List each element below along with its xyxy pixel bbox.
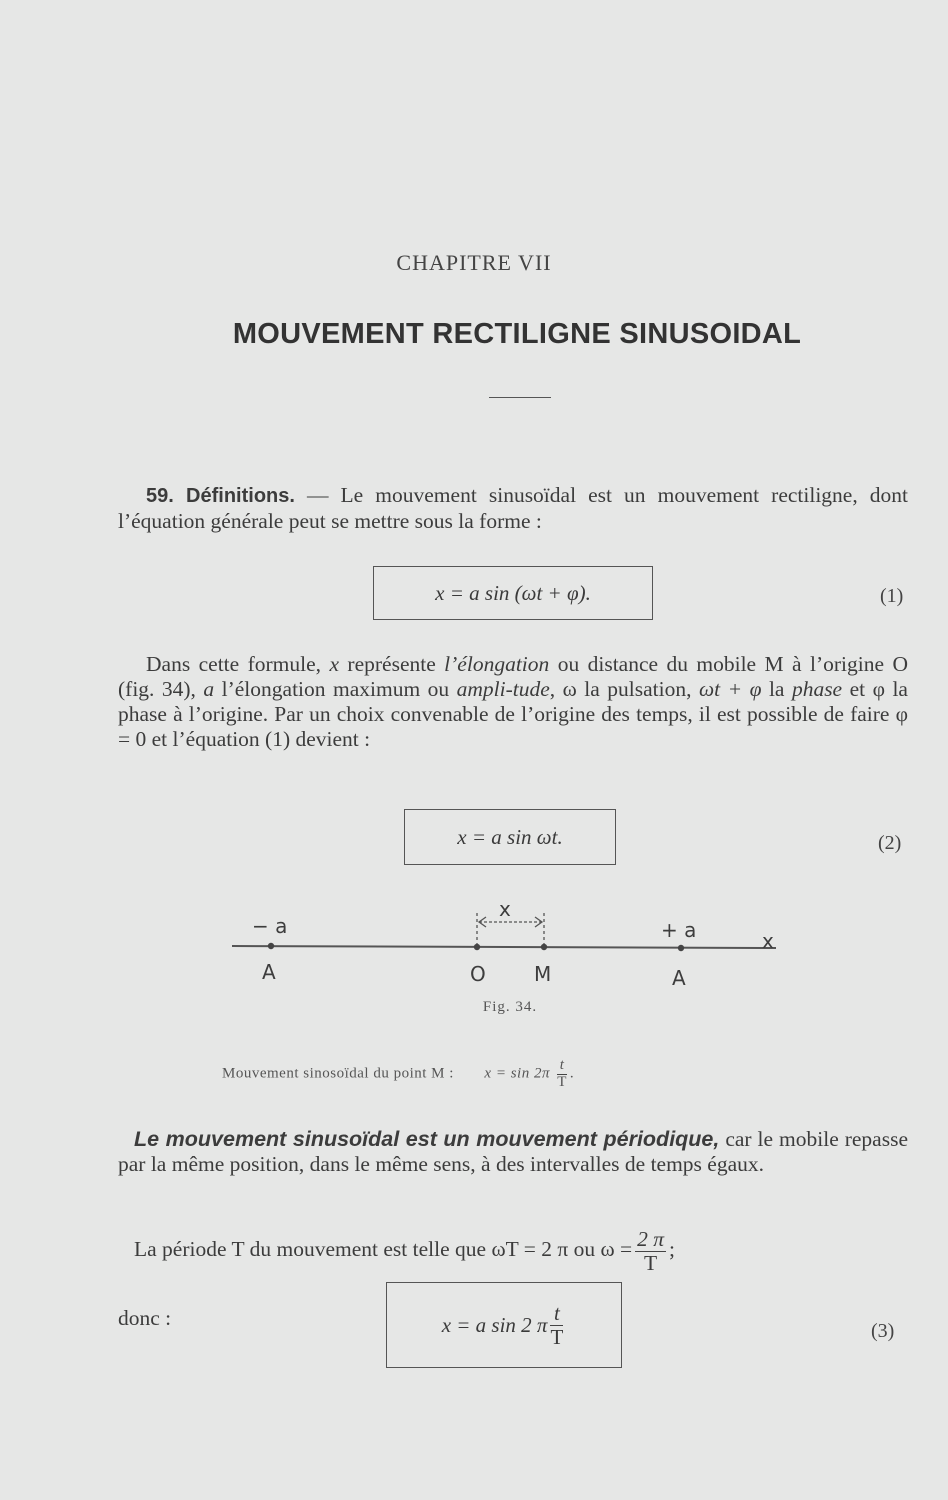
figure-caption: Fig. 34.: [482, 999, 538, 1015]
p2-text-3: ou distance du mobile M à l’origine O (fig. 34),: [118, 652, 908, 701]
equation-3-fraction: [550, 1302, 563, 1347]
chapter-label: CHAPITRE VII: [396, 250, 552, 275]
frac-num-t: t: [557, 1058, 567, 1075]
periodic-emphasis: Le mouvement sinusoïdal est un mouvement périodique,: [134, 1127, 720, 1151]
figure-description: Mouvement sinosoïdal du point M : x = sin 2π $\frac{t}{T}$ .: [222, 1057, 575, 1090]
p2-amplitude: ampli-tude: [456, 677, 550, 701]
figure-description-prefix: Mouvement sinosoïdal du point M :: [222, 1065, 454, 1082]
point-plus-a: [678, 945, 684, 951]
label-o: O: [470, 962, 486, 986]
label-a-left: A: [262, 960, 276, 984]
eq3-frac-den: T: [550, 1324, 564, 1349]
equation-3-number: (3): [871, 1320, 895, 1342]
label-m: M: [534, 962, 552, 986]
equation-1-number: (1): [880, 585, 904, 607]
period-text: La période T du mouvement est telle que ωT = 2 π ou ω =: [134, 1237, 633, 1261]
chapter-title: MOUVEMENT RECTILIGNE SINUSOIDAL: [232, 318, 802, 350]
equation-2-formula: x = a sin ωt.: [457, 824, 563, 849]
p2-phase: phase: [791, 677, 843, 701]
section-intro-text: — Le mouvement sinusoïdal est un mouvement rectiligne, dont l’équation générale peut se mettre sous la forme :: [118, 483, 909, 533]
label-minus-a: − a: [252, 914, 288, 938]
p2-text-4: l’élongation maximum ou: [214, 677, 457, 701]
label-x-axis: x: [762, 929, 774, 953]
period-paragraph: [118, 1228, 908, 1274]
section-heading: 59. Définitions.: [146, 485, 295, 507]
equation-1-formula: x = a sin (ωt + φ).: [435, 580, 591, 605]
frac-den-T: T: [557, 1073, 567, 1090]
figure-34-diagram: [220, 890, 800, 1000]
p2-text-5: , ω la pulsation,: [549, 677, 699, 701]
equation-3-lhs: x = a sin 2 π: [441, 1312, 548, 1337]
section-intro-paragraph: [118, 483, 908, 534]
p2-var-a: a: [203, 677, 215, 701]
label-x-span: x: [499, 897, 511, 921]
periodic-text: car le mobile repasse par la même position, dans le même sens, à des intervalles de temps égaux.: [118, 1127, 909, 1176]
eq3-frac-num: t: [550, 1302, 563, 1325]
p2-var-x: x: [329, 652, 339, 676]
period-frac-num: 2 π: [637, 1227, 664, 1251]
figure-description-fraction: [557, 1058, 567, 1091]
p2-text-7: et φ la phase à l’origine. Par un choix convenable de l’origine des temps, il est possible de faire φ = 0 et l’équation (1) devient :: [118, 677, 908, 751]
periodic-paragraph: [118, 1127, 908, 1177]
p2-text-1: Dans cette formule,: [146, 652, 330, 676]
label-plus-a: + a: [661, 918, 697, 942]
p2-text-6: la: [761, 677, 792, 701]
point-m: [541, 944, 547, 950]
axis-line: [232, 946, 776, 948]
label-a-right: A: [672, 966, 686, 990]
equation-2-number: (2): [878, 832, 902, 854]
p2-phase-expr: ωt + φ: [698, 677, 762, 701]
point-minus-a: [268, 943, 274, 949]
p2-elongation: l’élongation: [444, 652, 550, 676]
equation-2-box: [404, 809, 616, 865]
period-frac-den: T: [643, 1250, 658, 1275]
donc-label: donc :: [118, 1306, 172, 1330]
equation-1-box: [373, 566, 653, 620]
period-end: ;: [669, 1237, 675, 1261]
figure-description-formula: x = sin 2π: [484, 1065, 550, 1082]
period-fraction: [635, 1228, 666, 1274]
elongation-paragraph: [118, 652, 908, 752]
point-origin: [474, 944, 480, 950]
title-divider: [489, 397, 551, 398]
equation-3-box: [386, 1282, 622, 1368]
p2-text-2: représente: [339, 652, 445, 676]
